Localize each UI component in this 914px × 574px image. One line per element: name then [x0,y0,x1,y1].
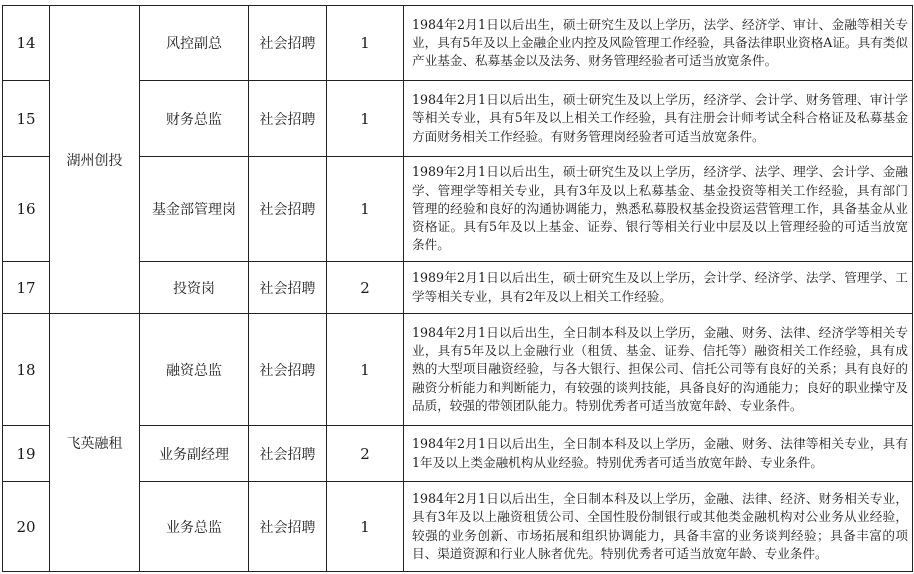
headcount: 1 [327,157,404,262]
row-number: 14 [3,6,50,81]
requirements: 1984年2月1日以后出生，硕士研究生及以上学历，经济学、会计学、财务管理、审计学等相关专业，具有5年及以上相关工作经验，具有注册会计师考试全科合格证及私募基金方面财务相关工作经验。有财务管理岗经验者可适当放宽条件。 [404,81,913,157]
position-name: 风控副总 [140,6,249,81]
headcount: 1 [327,482,404,572]
row-number: 17 [3,262,50,314]
requirements: 1984年2月1日以后出生，全日制本科及以上学历，金融、财务、法律、经济学等相关专业，具有5年及以上金融行业（租赁、基金、证券、信托等）融资相关工作经验，具有成熟的大型项目融资经验，与各大银行、担保公司、信托公司等有良好的关系；具有良好的融资分析能力和判断能力，有较强的谈判技能，具备良好的沟通能力；良好的职业操守及品质，较强的带领团队能力。特别优秀者可适当放宽年龄、专业条件。 [404,314,913,426]
headcount: 1 [327,81,404,157]
recruit-type: 社会招聘 [249,6,327,81]
job-requirements-table [2,5,913,572]
table-row [3,262,913,314]
position-name: 业务副经理 [140,426,249,482]
requirements: 1989年2月1日以后出生，硕士研究生及以上学历，会计学、经济学、法学、管理学、工学等相关专业，具有2年及以上相关工作经验。 [404,262,913,314]
unit-name: 湖州创投 [50,6,140,314]
unit-name: 飞英融租 [50,314,140,572]
requirements: 1989年2月1日以后出生，硕士研究生及以上学历，经济学、法学、理学、会计学、金融学、管理学等相关专业，具有3年及以上私募基金、基金投资等相关工作经验，具有部门管理的经验和良好的沟通协调能力，熟悉私募股权基金投资运营管理工作，具备基金从业资格证。具有5年及以上基金、证券、银行等相关行业中层及以上管理经验的可适当放宽条件。 [404,157,913,262]
recruit-type: 社会招聘 [249,157,327,262]
recruit-type: 社会招聘 [249,482,327,572]
position-name: 基金部管理岗 [140,157,249,262]
row-number: 18 [3,314,50,426]
table-row [3,81,913,157]
table-row [3,6,913,81]
row-number: 16 [3,157,50,262]
headcount: 1 [327,6,404,81]
position-name: 投资岗 [140,262,249,314]
row-number: 19 [3,426,50,482]
position-name: 财务总监 [140,81,249,157]
table-row [3,482,913,572]
recruit-type: 社会招聘 [249,314,327,426]
headcount: 2 [327,426,404,482]
table-row [3,426,913,482]
table-row [3,314,913,426]
table-row [3,157,913,262]
requirements: 1984年2月1日以后出生，全日制本科及以上学历，金融、法律、经济、财务相关专业，具有3年及以上融资租赁公司、全国性股份制银行或其他类金融机构对公业务从业经验，较强的业务创新、市场拓展和组织协调能力，具备丰富的业务谈判经验；具备丰富的项目、渠道资源和行业人脉者优先。特别优秀者可适当放宽年龄、专业条件。 [404,482,913,572]
headcount: 2 [327,262,404,314]
row-number: 20 [3,482,50,572]
requirements: 1984年2月1日以后出生，全日制本科及以上学历，金融、财务、法律等相关专业，具有1年及以上类金融机构从业经验。特别优秀者可适当放宽年龄、专业条件。 [404,426,913,482]
position-name: 融资总监 [140,314,249,426]
recruit-type: 社会招聘 [249,262,327,314]
recruit-type: 社会招聘 [249,426,327,482]
recruit-type: 社会招聘 [249,81,327,157]
row-number: 15 [3,81,50,157]
requirements: 1984年2月1日以后出生，硕士研究生及以上学历，法学、经济学、审计、金融等相关专业，具有5年及以上金融企业内控及风险管理工作经验，具备法律职业资格A证。具有类似产业基金、私募基金以及法务、财务管理经验者可适当放宽条件。 [404,6,913,81]
position-name: 业务总监 [140,482,249,572]
headcount: 1 [327,314,404,426]
